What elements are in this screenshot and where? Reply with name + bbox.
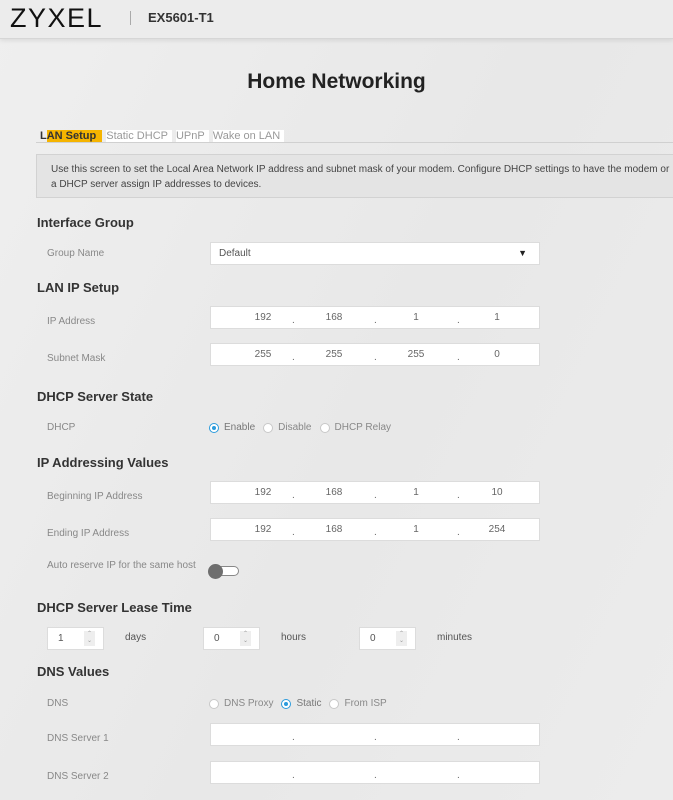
ip-dot: .: [292, 315, 295, 326]
dhcp-disable-label: Disable: [278, 422, 312, 433]
tab-static-dhcp[interactable]: Static DHCP: [106, 130, 172, 142]
tab-wake-on-lan[interactable]: Wake on LAN: [213, 130, 284, 142]
dns-static-radio[interactable]: [281, 698, 321, 709]
ip-octet-4[interactable]: 1: [494, 312, 500, 323]
description-box: Use this screen to set the Local Area Network IP address and subnet mask of your modem. Configure DHCP settings to have the modem or a DHCP server assign IP addresses to devices.: [36, 154, 673, 198]
ip-dot: .: [457, 490, 460, 501]
logo-divider: [130, 11, 131, 25]
ip-dot: .: [374, 770, 377, 781]
radio-unchecked-icon: [209, 699, 219, 709]
ip-dot: .: [457, 770, 460, 781]
radio-unchecked-icon: [320, 423, 330, 433]
dhcp-radio-group: [209, 422, 399, 433]
dhcp-enable-radio[interactable]: [209, 422, 255, 433]
dhcp-label: DHCP: [47, 422, 76, 433]
ip-dot: .: [457, 732, 460, 743]
zyxel-logo: ZYXEL: [10, 3, 104, 33]
end-octet-4[interactable]: 254: [488, 524, 506, 535]
chevron-down-icon: ▼: [518, 248, 527, 258]
ip-dot: .: [374, 315, 377, 326]
mask-octet-1[interactable]: 255: [254, 349, 272, 360]
top-bar: [0, 0, 673, 39]
model-name: EX5601-T1: [148, 10, 214, 25]
mask-octet-3[interactable]: 255: [407, 349, 425, 360]
dns-server-1-label: DNS Server 1: [47, 733, 109, 744]
radio-checked-icon: [281, 699, 291, 709]
dhcp-relay-radio[interactable]: [320, 422, 392, 433]
mask-octet-4[interactable]: 0: [494, 349, 500, 360]
hours-label: hours: [281, 632, 307, 643]
radio-checked-icon: [209, 423, 219, 433]
beginning-ip-label: Beginning IP Address: [47, 491, 143, 502]
section-dhcp-server-state: DHCP Server State: [37, 389, 154, 404]
dns-server-1-field[interactable]: [210, 723, 540, 746]
ip-address-label: IP Address: [47, 316, 96, 327]
lease-hours-value: 0: [214, 633, 220, 644]
lease-minutes-stepper[interactable]: [359, 627, 416, 650]
ip-octet-2[interactable]: 168: [325, 312, 343, 323]
ending-ip-label: Ending IP Address: [47, 528, 130, 539]
section-interface-group: Interface Group: [37, 215, 134, 230]
spinner-arrows-icon[interactable]: ⌃ ⌄: [84, 631, 95, 646]
ip-dot: .: [292, 490, 295, 501]
beginning-ip-field[interactable]: [210, 481, 540, 504]
begin-octet-2[interactable]: 168: [325, 487, 343, 498]
mask-octet-2[interactable]: 255: [325, 349, 343, 360]
tab-underline: [36, 142, 673, 143]
ip-dot: .: [374, 490, 377, 501]
tab-bar: [40, 129, 288, 143]
dns-static-label: Static: [296, 698, 322, 709]
dhcp-relay-label: DHCP Relay: [334, 422, 391, 433]
begin-octet-3[interactable]: 1: [413, 487, 419, 498]
page-title: Home Networking: [247, 70, 426, 93]
ip-dot: .: [457, 527, 460, 538]
ip-dot: .: [292, 732, 295, 743]
end-octet-2[interactable]: 168: [325, 524, 343, 535]
ip-dot: .: [292, 770, 295, 781]
begin-octet-4[interactable]: 10: [491, 487, 503, 498]
dns-radio-group: [209, 698, 395, 709]
dns-server-2-field[interactable]: [210, 761, 540, 784]
tab-lan-setup[interactable]: LAN Setup: [40, 130, 102, 142]
spinner-arrows-icon[interactable]: ⌃ ⌄: [396, 631, 407, 646]
ip-octet-3[interactable]: 1: [413, 312, 419, 323]
lease-hours-stepper[interactable]: [203, 627, 260, 650]
section-lan-ip-setup: LAN IP Setup: [37, 280, 120, 295]
radio-unchecked-icon: [263, 423, 273, 433]
group-name-label: Group Name: [47, 248, 105, 259]
section-ip-addressing-values: IP Addressing Values: [37, 455, 169, 470]
dns-label: DNS: [47, 698, 69, 709]
begin-octet-1[interactable]: 192: [254, 487, 272, 498]
end-octet-3[interactable]: 1: [413, 524, 419, 535]
radio-unchecked-icon: [329, 699, 339, 709]
dns-server-2-label: DNS Server 2: [47, 771, 109, 782]
days-label: days: [125, 632, 147, 643]
minutes-label: minutes: [437, 632, 473, 643]
ip-octet-1[interactable]: 192: [254, 312, 272, 323]
toggle-knob: [208, 564, 223, 579]
ip-dot: .: [374, 352, 377, 363]
ip-dot: .: [292, 527, 295, 538]
dhcp-disable-radio[interactable]: [263, 422, 311, 433]
lease-minutes-value: 0: [370, 633, 376, 644]
spinner-arrows-icon[interactable]: ⌃ ⌄: [240, 631, 251, 646]
ip-dot: .: [374, 527, 377, 538]
ip-dot: .: [292, 352, 295, 363]
ip-address-field[interactable]: [210, 306, 540, 329]
section-lease-time: DHCP Server Lease Time: [37, 600, 192, 615]
ip-dot: .: [374, 732, 377, 743]
lease-days-stepper[interactable]: [47, 627, 104, 650]
dns-proxy-radio[interactable]: [209, 698, 273, 709]
end-octet-1[interactable]: 192: [254, 524, 272, 535]
group-name-value: Default: [219, 248, 251, 259]
tab-upnp[interactable]: UPnP: [176, 130, 209, 142]
dns-from-isp-label: From ISP: [344, 698, 387, 709]
dhcp-enable-label: Enable: [224, 422, 256, 433]
ip-dot: .: [457, 315, 460, 326]
ending-ip-field[interactable]: [210, 518, 540, 541]
group-name-select[interactable]: [210, 242, 540, 265]
ip-dot: .: [457, 352, 460, 363]
dns-from-isp-radio[interactable]: [329, 698, 386, 709]
subnet-mask-field[interactable]: [210, 343, 540, 366]
dns-proxy-label: DNS Proxy: [224, 698, 274, 709]
subnet-mask-label: Subnet Mask: [47, 353, 106, 364]
auto-reserve-label: Auto reserve IP for the same host: [47, 560, 196, 571]
lease-days-value: 1: [58, 633, 64, 644]
section-dns-values: DNS Values: [37, 664, 110, 679]
auto-reserve-toggle[interactable]: [208, 564, 239, 578]
